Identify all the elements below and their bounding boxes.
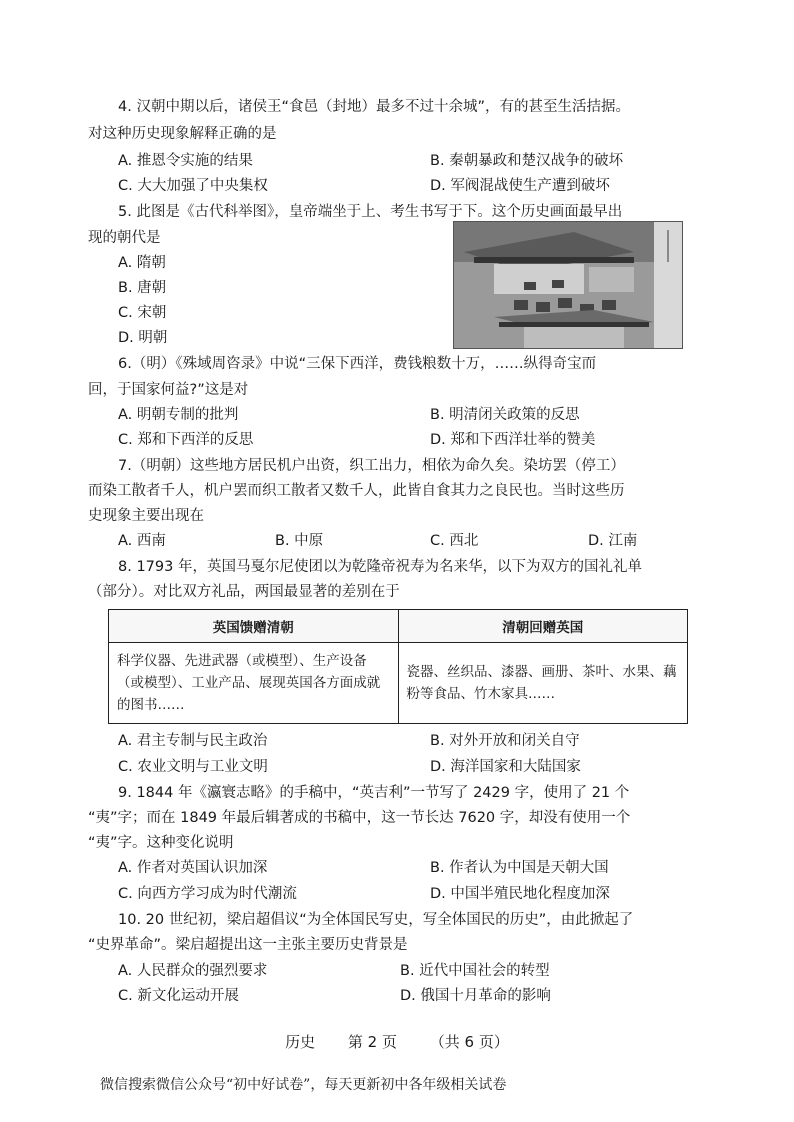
q7-stem-line3: 史现象主要出现在 bbox=[88, 508, 204, 524]
q8-option-d: D. 海洋国家和大陆国家 bbox=[430, 759, 581, 775]
q7-option-b: B. 中原 bbox=[275, 533, 324, 549]
q6-stem-line2: 回，于国家何益?”这是对 bbox=[88, 382, 249, 398]
q5-stem-line1: 5. 此图是《古代科举图》，皇帝端坐于上、考生书写于下。这个历史画面最早出 bbox=[118, 204, 623, 220]
q6-option-b: B. 明清闭关政策的反思 bbox=[430, 407, 580, 423]
q8-option-b: B. 对外开放和闭关自守 bbox=[430, 733, 580, 749]
q7-stem-line2: 而染工散者千人，机户罢而织工散者又数千人，此皆自食其力之良民也。当时这些历 bbox=[88, 483, 625, 499]
wechat-promo-text: 微信搜索微信公众号“初中好试卷”，每天更新初中各年级相关试卷 bbox=[100, 1077, 507, 1093]
q6-option-d: D. 郑和下西洋壮举的赞美 bbox=[430, 432, 596, 448]
q5-option-a: A. 隋朝 bbox=[118, 255, 166, 271]
q10-option-d: D. 俄国十月革命的影响 bbox=[400, 988, 551, 1004]
table-header-qing-gifts: 清朝回赠英国 bbox=[398, 610, 688, 643]
q7-option-d: D. 江南 bbox=[588, 533, 638, 549]
q5-option-d: D. 明朝 bbox=[118, 330, 168, 346]
q6-stem-line1: 6.（明）《殊域周咨录》中说“三保下西洋，费钱粮数十万，……纵得奇宝而 bbox=[118, 356, 597, 372]
q9-stem-line2: “夷”字；而在 1849 年最后辑著成的书稿中，这一节长达 7620 字，却没有使用一个 bbox=[88, 810, 631, 826]
q9-option-c: C. 向西方学习成为时代潮流 bbox=[118, 886, 297, 902]
footer-total-pages: （共 6 页） bbox=[429, 1033, 509, 1051]
q10-option-c: C. 新文化运动开展 bbox=[118, 988, 239, 1004]
q6-option-c: C. 郑和下西洋的反思 bbox=[118, 432, 254, 448]
q9-option-a: A. 作者对英国认识加深 bbox=[118, 860, 268, 876]
q7-stem-line1: 7.（明朝）这些地方居民机户出资，织工出力，相依为命久矣。染坊罢（停工） bbox=[118, 458, 625, 474]
q10-stem-line2: “史界革命”。梁启超提出这一主张主要历史背景是 bbox=[88, 937, 408, 953]
q10-option-a: A. 人民群众的强烈要求 bbox=[118, 963, 268, 979]
q5-option-c: C. 宋朝 bbox=[118, 305, 167, 321]
q6-option-a: A. 明朝专制的批判 bbox=[118, 407, 239, 423]
q4-option-a: A. 推恩令实施的结果 bbox=[118, 153, 253, 169]
table-header-british-gifts: 英国馈赠清朝 bbox=[109, 610, 399, 643]
footer-subject: 历史 bbox=[285, 1033, 316, 1051]
q10-option-b: B. 近代中国社会的转型 bbox=[400, 963, 550, 979]
q8-stem-line1: 8. 1793 年，英国马戛尔尼使团以为乾隆帝祝寿为名来华，以下为双方的国礼礼单 bbox=[118, 559, 642, 575]
table-cell-british-gifts: 科学仪器、先进武器（或模型）、生产设备（或模型）、工业产品、展现英国各方面成就的图书…… bbox=[109, 643, 399, 724]
q9-option-b: B. 作者认为中国是天朝大国 bbox=[430, 860, 609, 876]
q9-stem-line3: “夷”字。这种变化说明 bbox=[88, 835, 234, 851]
q4-option-b: B. 秦朝暴政和楚汉战争的破坏 bbox=[430, 153, 624, 169]
q5-option-b: B. 唐朝 bbox=[118, 280, 167, 296]
gift-list-table bbox=[108, 609, 688, 724]
q8-option-a: A. 君主专制与民主政治 bbox=[118, 733, 268, 749]
q5-stem-line2: 现的朝代是 bbox=[88, 230, 161, 246]
q8-stem-line2: （部分）。对比双方礼品，两国最显著的差别在于 bbox=[88, 584, 400, 600]
footer-page-number: 第 2 页 bbox=[347, 1033, 397, 1051]
q8-option-c: C. 农业文明与工业文明 bbox=[118, 759, 268, 775]
q9-stem-line1: 9. 1844 年《瀛寰志略》的手稿中，“英吉利”一节写了 2429 字，使用了 21 个 bbox=[118, 785, 630, 801]
q4-stem-line1: 4. 汉朝中期以后，诸侯王“食邑（封地）最多不过十余城”，有的甚至生活拮据。 bbox=[118, 99, 630, 115]
ancient-exam-illustration bbox=[453, 221, 683, 349]
q7-option-a: A. 西南 bbox=[118, 533, 166, 549]
q4-option-d: D. 军阀混战使生产遭到破坏 bbox=[430, 178, 610, 194]
page-footer bbox=[0, 1031, 794, 1052]
q10-stem-line1: 10. 20 世纪初，梁启超倡议“为全体国民写史，写全体国民的历史”，由此掀起了 bbox=[118, 912, 634, 928]
q4-stem-line2: 对这种历史现象解释正确的是 bbox=[88, 126, 277, 142]
table-cell-qing-gifts: 瓷器、丝织品、漆器、画册、茶叶、水果、藕粉等食品、竹木家具…… bbox=[398, 643, 688, 724]
q4-option-c: C. 大大加强了中央集权 bbox=[118, 178, 268, 194]
q9-option-d: D. 中国半殖民地化程度加深 bbox=[430, 886, 610, 902]
q7-option-c: C. 西北 bbox=[430, 533, 479, 549]
